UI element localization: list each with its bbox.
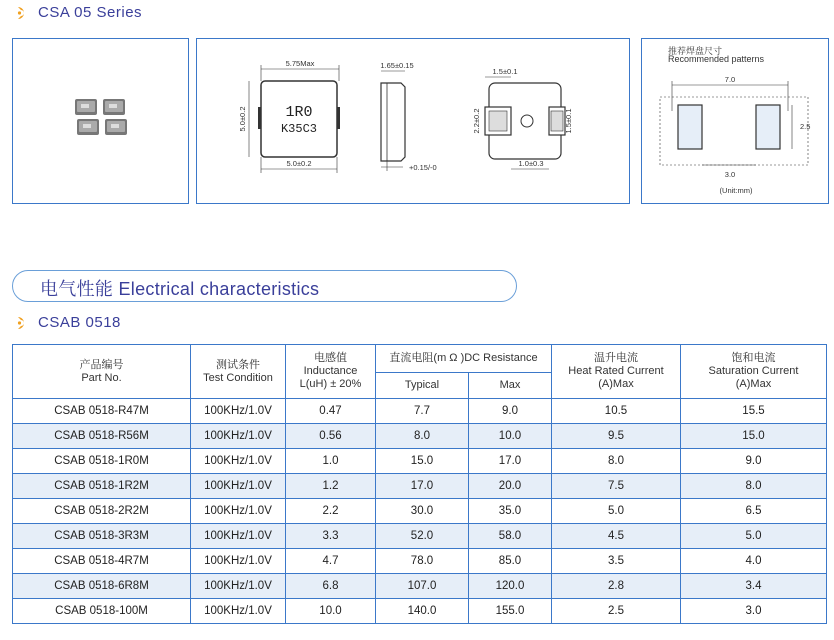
sat-current-cell: 5.0 [681, 524, 827, 549]
header-sat: 饱和电流 Saturation Current (A)Max [681, 345, 827, 399]
recommended-title-en: Recommended patterns [668, 54, 765, 64]
test-condition-cell: 100KHz/1.0V [191, 499, 286, 524]
table-row [13, 499, 827, 524]
spec-table [12, 344, 827, 624]
pad-height-right-label: 1.5±0.1 [564, 108, 573, 134]
marking-line2: K35C3 [280, 122, 318, 136]
heat-current-cell: 10.5 [552, 399, 681, 424]
inductance-cell: 0.56 [286, 424, 376, 449]
part-no-cell: CSAB 0518-1R0M [13, 449, 191, 474]
dcr-max-cell: 17.0 [469, 449, 552, 474]
test-condition-cell: 100KHz/1.0V [191, 449, 286, 474]
inductance-cell: 0.47 [286, 399, 376, 424]
inductance-cell: 4.7 [286, 549, 376, 574]
part-no-cell: CSAB 0518-100M [13, 599, 191, 624]
heat-current-cell: 5.0 [552, 499, 681, 524]
dcr-typical-cell: 15.0 [376, 449, 469, 474]
pad-gap-label: 1.0±0.3 [518, 159, 544, 168]
electrical-title: 电气性能 Electrical characteristics [40, 279, 320, 299]
dcr-max-cell: 35.0 [469, 499, 552, 524]
table-row [13, 449, 827, 474]
dcr-typical-cell: 30.0 [376, 499, 469, 524]
dcr-max-cell: 85.0 [469, 549, 552, 574]
heat-current-cell: 4.5 [552, 524, 681, 549]
recommended-pattern-panel [641, 38, 829, 204]
inductance-cell: 1.0 [286, 449, 376, 474]
header-test: 测试条件 Test Condition [191, 345, 286, 399]
inductance-cell: 10.0 [286, 599, 376, 624]
dimension-drawing [197, 39, 629, 203]
dcr-typical-cell: 78.0 [376, 549, 469, 574]
part-no-cell: CSAB 0518-6R8M [13, 574, 191, 599]
dcr-typical-cell: 107.0 [376, 574, 469, 599]
sat-current-cell: 9.0 [681, 449, 827, 474]
part-no-cell: CSAB 0518-3R3M [13, 524, 191, 549]
dcr-typical-cell: 140.0 [376, 599, 469, 624]
table-row [13, 524, 827, 549]
product-photo-panel [12, 38, 189, 204]
table-row [13, 549, 827, 574]
test-condition-cell: 100KHz/1.0V [191, 599, 286, 624]
header-heat: 温升电流 Heat Rated Current (A)Max [552, 345, 681, 399]
heat-current-cell: 9.5 [552, 424, 681, 449]
table-row [13, 574, 827, 599]
heat-current-cell: 7.5 [552, 474, 681, 499]
inductance-cell: 1.2 [286, 474, 376, 499]
sat-current-cell: 8.0 [681, 474, 827, 499]
sat-current-cell: 3.4 [681, 574, 827, 599]
header-typical: Typical [376, 373, 469, 399]
header-dcr: 直流电阻(m Ω )DC Resistance [376, 345, 552, 373]
csab-bullet-icon [16, 316, 30, 330]
tolerance-label: +0.15/-0 [409, 163, 437, 172]
header-inductance: 电感值 Inductance L(uH) ± 20% [286, 345, 376, 399]
series-bullet-icon [16, 6, 30, 20]
table-row [13, 474, 827, 499]
dcr-typical-cell: 52.0 [376, 524, 469, 549]
table-row [13, 599, 827, 624]
unit-label: (Unit:mm) [719, 186, 753, 195]
test-condition-cell: 100KHz/1.0V [191, 474, 286, 499]
inductance-cell: 6.8 [286, 574, 376, 599]
heat-current-cell: 3.5 [552, 549, 681, 574]
heat-current-cell: 2.5 [552, 599, 681, 624]
table-row [13, 424, 827, 449]
marking-line1: 1R0 [285, 104, 313, 121]
overall-width-label: 7.0 [724, 75, 736, 84]
height-label: 2.5 [800, 122, 811, 131]
header-part: 产品编号 Part No. [13, 345, 191, 399]
heat-current-cell: 8.0 [552, 449, 681, 474]
dcr-max-cell: 9.0 [469, 399, 552, 424]
inductance-cell: 3.3 [286, 524, 376, 549]
bottom-width-label: 5.0±0.2 [286, 159, 312, 168]
dcr-max-cell: 155.0 [469, 599, 552, 624]
pad-width-label: 1.5±0.1 [492, 67, 518, 76]
component-photo [13, 39, 188, 203]
sat-current-cell: 6.5 [681, 499, 827, 524]
part-no-cell: CSAB 0518-2R2M [13, 499, 191, 524]
pad-height-left-label: 2.2±0.2 [472, 108, 481, 134]
side-height-label: 5.0±0.2 [238, 106, 247, 132]
recommended-title-cn: 推荐焊盘尺寸 [668, 46, 723, 56]
sat-current-cell: 4.0 [681, 549, 827, 574]
top-width-label: 5.75Max [285, 59, 315, 68]
header-max: Max [469, 373, 552, 399]
test-condition-cell: 100KHz/1.0V [191, 524, 286, 549]
inductance-cell: 2.2 [286, 499, 376, 524]
test-condition-cell: 100KHz/1.0V [191, 424, 286, 449]
csab-title: CSAB 0518 [38, 314, 121, 331]
dcr-typical-cell: 8.0 [376, 424, 469, 449]
gap-label: 3.0 [724, 170, 736, 179]
series-title: CSA 05 Series [38, 4, 143, 21]
test-condition-cell: 100KHz/1.0V [191, 399, 286, 424]
dcr-typical-cell: 7.7 [376, 399, 469, 424]
part-no-cell: CSAB 0518-4R7M [13, 549, 191, 574]
part-no-cell: CSAB 0518-R47M [13, 399, 191, 424]
test-condition-cell: 100KHz/1.0V [191, 574, 286, 599]
sat-current-cell: 15.0 [681, 424, 827, 449]
dcr-max-cell: 58.0 [469, 524, 552, 549]
part-no-cell: CSAB 0518-1R2M [13, 474, 191, 499]
dcr-max-cell: 120.0 [469, 574, 552, 599]
dimension-drawing-panel [196, 38, 630, 204]
dcr-max-cell: 10.0 [469, 424, 552, 449]
sat-current-cell: 15.5 [681, 399, 827, 424]
sat-current-cell: 3.0 [681, 599, 827, 624]
recommended-pattern-drawing [642, 39, 828, 203]
table-row [13, 399, 827, 424]
dcr-typical-cell: 17.0 [376, 474, 469, 499]
heat-current-cell: 2.8 [552, 574, 681, 599]
dcr-max-cell: 20.0 [469, 474, 552, 499]
part-no-cell: CSAB 0518-R56M [13, 424, 191, 449]
thickness-label: 1.65±0.15 [380, 61, 414, 70]
test-condition-cell: 100KHz/1.0V [191, 549, 286, 574]
